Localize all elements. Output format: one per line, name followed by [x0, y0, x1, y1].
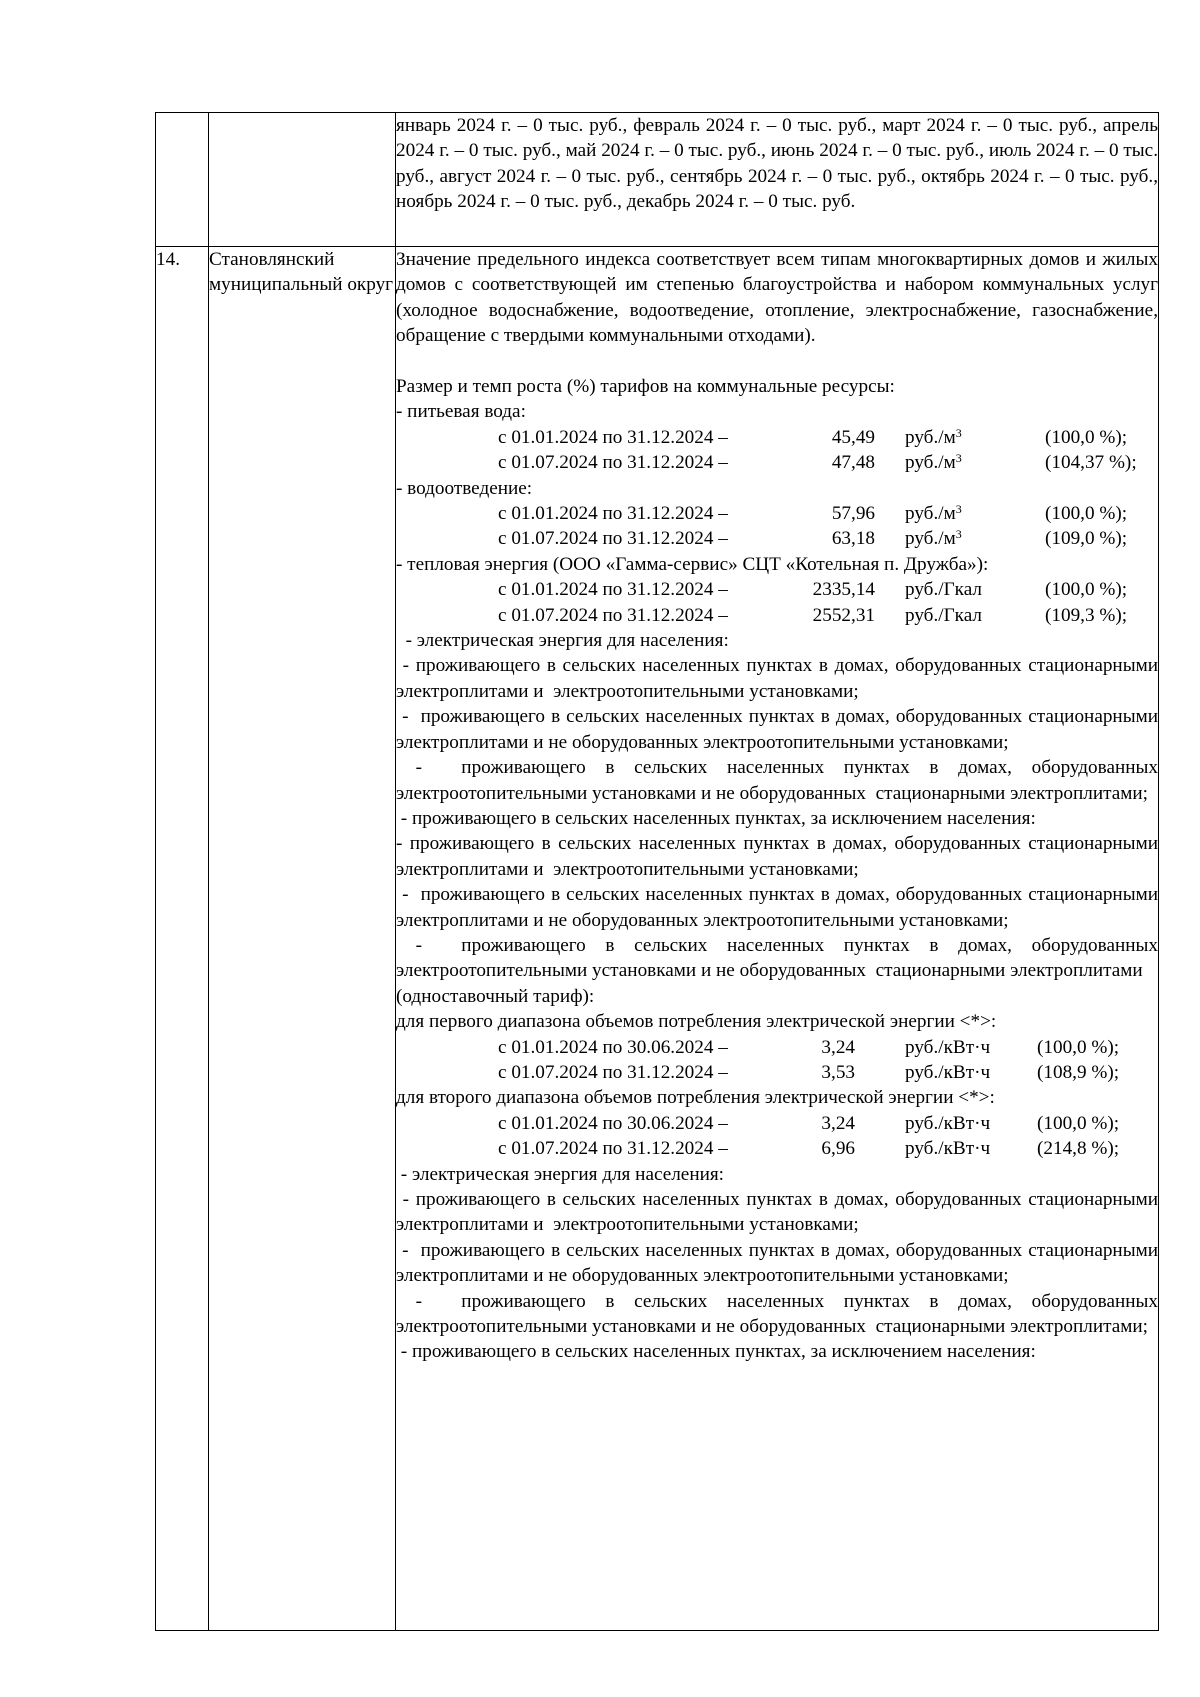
range1-label: для первого диапазона объемов потребления электрической энергии <*>: [396, 1011, 997, 1033]
monthly-values-text: январь 2024 г. – 0 тыс. руб., февраль 2024 г. – 0 тыс. руб., март 2024 г. – 0 тыс. руб., апрель 2024 г. – 0 тыс. руб., май 2024 г. – 0 тыс. руб., июнь 2024 г. – 0 тыс. руб., июль 2024 г. – 0 тыс. руб., август 2024 г. – 0 тыс. руб., сентябрь 2024 г. – 0 тыс. руб., октябрь 2024 г. – 0 тыс. руб., ноябрь 2024 г. – 0 тыс. руб., декабрь 2024 г. – 0 тыс. руб. [396, 113, 1159, 247]
intro-paragraph: Значение предельного индекса соответствует всем типам многоквартирных домов и жилых домов с соответствующей им степенью благоустройства и набором коммунальных услуг (холодное водоснабжение, водоотведение, отопление, электроснабжение, газоснабжение, обращение с твердыми коммунальными отходами). [396, 249, 1158, 347]
electric-label: - электрическая энергия для населения: [396, 1163, 725, 1185]
tariff-row: с 01.07.2024 по 31.12.2024 – 63,18 $руб./м^3$ (109,0 %); [498, 527, 1128, 550]
heat-label: - тепловая энергия (ООО «Гамма-сервис» СЦТ «Котельная п. Дружба»): [396, 553, 989, 575]
electric-item: - проживающего в сельских населенных пунктах в домах, оборудованных стационарными электроплитами и не оборудованных электроотопительными установками; [396, 706, 1163, 753]
tariffs-heading: Размер и темп роста (%) тарифов на коммунальные ресурсы: [396, 376, 895, 398]
range2-label: для второго диапазона объемов потребления электрической энергии <*>: [396, 1087, 995, 1109]
district-cell [209, 113, 396, 247]
electric-item: - проживающего в сельских населенных пунктах в домах, оборудованных электроотопительными установками и не оборудованных стационарными электроплитами [396, 934, 1163, 982]
water-label: - питьевая вода: [396, 401, 526, 423]
tariff-row: с 01.01.2024 по 31.12.2024 – 57,96 $руб./м^3$ (100,0 %); [498, 502, 1128, 525]
row-number: 14. [156, 247, 209, 1631]
table-row [156, 113, 1159, 247]
tariff-row: с 01.01.2024 по 30.06.2024 – 3,24 руб./кВт·ч (100,0 %); [498, 1036, 1120, 1058]
electric-item: - проживающего в сельских населенных пунктах в домах, оборудованных электроотопительными установками и не оборудованных стационарными электроплитами; [396, 1290, 1163, 1338]
tariff-row: с 01.01.2024 по 31.12.2024 – 45,49 $руб./м^3$ (100,0 %); [498, 425, 1128, 448]
electric-item: - проживающего в сельских населенных пунктах, за исключением населения: [396, 1341, 1036, 1363]
electric-item: - проживающего в сельских населенных пунктах в домах, оборудованных стационарными электроплитами и не оборудованных электроотопительными установками; [396, 1239, 1163, 1287]
tariff-row: с 01.07.2024 по 31.12.2024 – 3,53 руб./кВт·ч (108,9 %); [498, 1061, 1120, 1083]
tariff-row: с 01.07.2024 по 31.12.2024 – 47,48 $руб./м^3$ (104,37 %); [498, 451, 1137, 474]
tariff-row: с 01.01.2024 по 31.12.2024 – 2335,14 руб./Гкал (100,0 %); [498, 579, 1128, 601]
tariff-table [155, 112, 1163, 1631]
sewer-label: - водоотведение: [396, 477, 533, 499]
table-row [156, 247, 1159, 1631]
electric-item: - проживающего в сельских населенных пунктах в домах, оборудованных стационарными электроплитами и электроотопительными установками; [396, 655, 1163, 702]
electric-item: - проживающего в сельских населенных пунктах в домах, оборудованных стационарными электроплитами и электроотопительными установками; [396, 1189, 1163, 1236]
electric-item: - проживающего в сельских населенных пунктах в домах, оборудованных стационарными электроплитами и не оборудованных электроотопительными установками; [396, 884, 1163, 931]
electric-item: - проживающего в сельских населенных пунктах в домах, оборудованных электроотопительными установками и не оборудованных стационарными электроплитами; [396, 757, 1163, 804]
electric-item: - проживающего в сельских населенных пунктах в домах, оборудованных стационарными электроплитами и электроотопительными установками; [396, 833, 1163, 880]
electric-item: - проживающего в сельских населенных пунктах, за исключением населения: [396, 807, 1036, 829]
district-name: Становлянский муниципальный округ [209, 247, 396, 1631]
tariff-description-cell [396, 247, 1163, 1631]
tariff-row: с 01.01.2024 по 30.06.2024 – 3,24 руб./кВт·ч (100,0 %); [498, 1112, 1120, 1134]
tariff-row: с 01.07.2024 по 31.12.2024 – 2552,31 руб./Гкал (109,3 %); [498, 604, 1128, 626]
tariff-row: с 01.07.2024 по 31.12.2024 – 6,96 руб./кВт·ч (214,8 %); [498, 1138, 1120, 1160]
tariff-type: (одноставочный тариф): [396, 985, 595, 1007]
row-number-cell [156, 113, 209, 247]
electric-label: - электрическая энергия для населения: [396, 630, 729, 652]
